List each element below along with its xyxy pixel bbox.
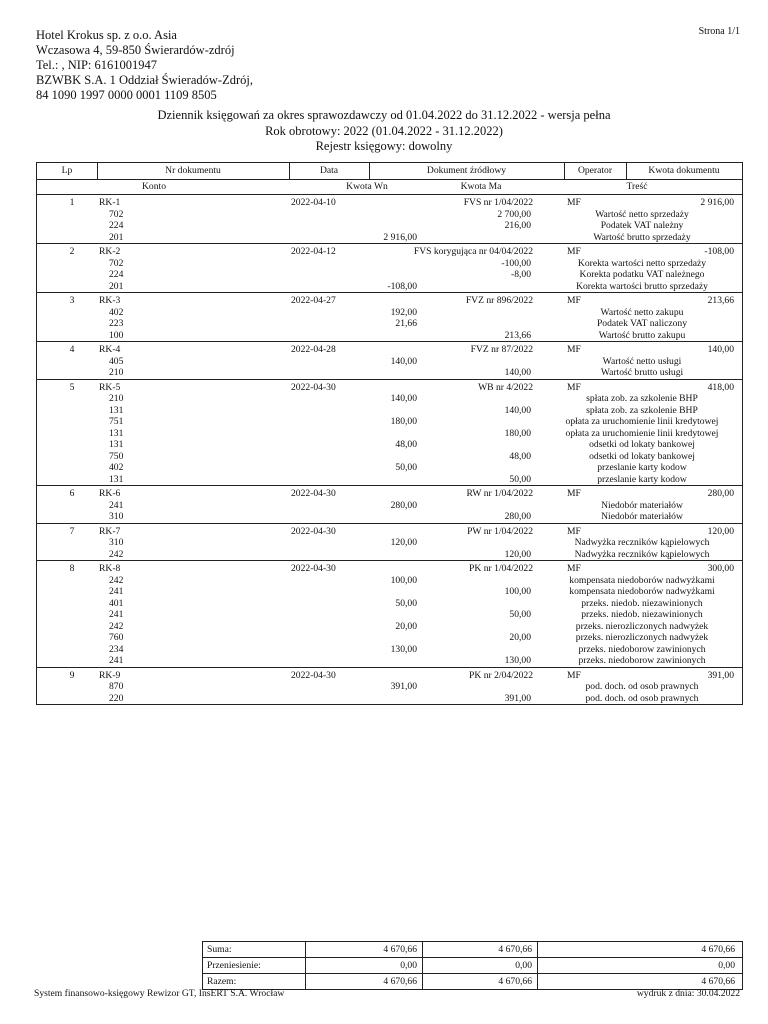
totals-total: 4 670,66: [701, 976, 735, 987]
entry-lp: 6: [69, 488, 75, 499]
posting-line: [37, 693, 742, 705]
posting-debit: 20,00: [395, 620, 417, 632]
posting-debit: 21,66: [395, 318, 417, 329]
posting-description: przeks. nierozliczonych nadwyżek: [575, 632, 709, 643]
entry-document-number: RK-1: [99, 197, 121, 208]
posting-description: przeks. niedoborow zawinionych: [578, 655, 706, 666]
totals-label: Razem:: [207, 976, 237, 987]
posting-account: 405: [109, 355, 124, 367]
posting-line: [37, 549, 742, 561]
posting-debit: 192,00: [390, 306, 417, 318]
col-tresc: Treść: [626, 181, 648, 192]
posting-line: [37, 416, 742, 428]
posting-credit: -8,00: [511, 269, 531, 280]
posting-account: 402: [109, 462, 124, 473]
posting-description: pod. doch. od osob prawnych: [585, 692, 699, 704]
posting-account: 870: [109, 681, 124, 692]
entry-operator: MF: [567, 197, 581, 208]
posting-credit: 50,00: [509, 473, 531, 485]
posting-account: 241: [109, 609, 124, 620]
entry-lp: 2: [69, 246, 75, 257]
entry-header-row: [37, 197, 742, 209]
posting-account: 310: [109, 511, 124, 522]
entry-document-number: RK-2: [99, 246, 121, 257]
totals-wn: 4 670,66: [383, 944, 417, 955]
entry-operator: MF: [567, 669, 581, 681]
company-address: Wczasowa 4, 59-850 Świerardów-zdrój: [36, 43, 235, 57]
posting-credit: 140,00: [504, 404, 531, 416]
posting-credit: 20,00: [509, 632, 531, 643]
posting-account: 210: [109, 367, 124, 378]
posting-line: [37, 537, 742, 549]
entry-source-document: FVS korygująca nr 04/04/2022: [413, 246, 533, 257]
entry-source-document: PK nr 2/04/2022: [469, 669, 533, 681]
entry-amount: 418,00: [707, 381, 734, 393]
entry-document-number: RK-6: [99, 488, 121, 499]
entry-header-row: [37, 670, 742, 682]
journal-entry: [37, 526, 742, 562]
posting-description: kompensata niedoborów nadwyżkami: [569, 574, 715, 586]
page-number: Strona 1/1: [698, 26, 740, 37]
posting-account: 131: [109, 404, 124, 416]
posting-credit: 2 700,00: [497, 208, 531, 220]
totals-table: [202, 941, 743, 990]
posting-line: [37, 281, 742, 293]
totals-ma: 4 670,66: [498, 944, 532, 955]
footer-print-date: wydruk z dnia: 30.04.2022: [636, 988, 740, 999]
entry-date: 2022-04-12: [291, 246, 336, 257]
posting-line: [37, 474, 742, 486]
posting-account: 241: [109, 499, 124, 511]
posting-account: 131: [109, 473, 124, 485]
entry-source-document: PK nr 1/04/2022: [469, 563, 533, 574]
posting-line: [37, 209, 742, 221]
posting-line: [37, 232, 742, 244]
posting-description: Wartość brutto sprzedaży: [593, 231, 691, 243]
entry-operator: MF: [567, 563, 581, 574]
posting-description: odsetki od lokaty bankowej: [589, 439, 695, 450]
posting-credit: 140,00: [504, 367, 531, 378]
entry-source-document: FVZ nr 896/2022: [465, 295, 533, 306]
posting-debit: 50,00: [395, 597, 417, 609]
posting-description: spłata zob. za szkolenie BHP: [586, 393, 698, 404]
posting-account: 242: [109, 620, 124, 632]
company-tax-id: Tel.: , NIP: 6161001947: [36, 58, 157, 72]
posting-description: Wartość netto zakupu: [600, 306, 684, 318]
posting-debit: 280,00: [390, 499, 417, 511]
col-nr-dokumentu: Nr dokumentu: [165, 165, 221, 176]
entry-header-row: [37, 344, 742, 356]
posting-line: [37, 500, 742, 512]
totals-label: Przeniesienie:: [207, 960, 261, 971]
posting-description: Podatek VAT naliczony: [596, 318, 688, 329]
posting-account: 241: [109, 586, 124, 597]
posting-line: [37, 269, 742, 281]
entry-operator: MF: [567, 344, 581, 355]
totals-row-przeniesienie: [203, 958, 742, 974]
journal-entry: [37, 488, 742, 524]
posting-description: Nadwyżka reczników kąpielowych: [574, 548, 710, 560]
entry-header-row: [37, 382, 742, 394]
company-bank: BZWBK S.A. 1 Oddział Świeradów-Zdrój,: [36, 73, 253, 87]
posting-description: Podatek VAT należny: [600, 220, 684, 231]
posting-debit: 50,00: [395, 462, 417, 473]
totals-total: 0,00: [718, 960, 735, 971]
entry-date: 2022-04-30: [291, 525, 336, 537]
entry-amount: 391,00: [707, 669, 734, 681]
entry-date: 2022-04-28: [291, 344, 336, 355]
posting-account: 702: [109, 208, 124, 220]
entry-source-document: PW nr 1/04/2022: [467, 525, 533, 537]
posting-credit: 213,66: [504, 329, 531, 341]
posting-debit: 120,00: [390, 537, 417, 548]
posting-debit: 2 916,00: [383, 231, 417, 243]
posting-line: [37, 586, 742, 598]
posting-credit: 120,00: [504, 548, 531, 560]
fiscal-year: Rok obrotowy: 2022 (01.04.2022 - 31.12.2022): [265, 123, 503, 138]
entry-header-row: [37, 526, 742, 538]
entry-amount: 2 916,00: [700, 197, 734, 208]
posting-line: [37, 451, 742, 463]
journal-entry: [37, 563, 742, 668]
posting-account: 242: [109, 548, 124, 560]
footer-software: System finansowo-księgowy Rewizor GT, InsERT S.A. Wrocław: [34, 988, 285, 999]
company-name: Hotel Krokus sp. z o.o. Asia: [36, 28, 177, 42]
posting-credit: 280,00: [504, 511, 531, 522]
posting-description: Niedobór materiałów: [601, 499, 683, 511]
company-info: [36, 28, 253, 103]
posting-description: opłata za uruchomienie linii kredytowej: [565, 427, 719, 439]
posting-debit: -108,00: [387, 280, 417, 292]
posting-description: Korekta podatku VAT należnego: [579, 269, 705, 280]
posting-line: [37, 318, 742, 330]
col-lp: Lp: [61, 165, 73, 176]
posting-line: [37, 681, 742, 693]
entry-source-document: WB nr 4/2022: [478, 381, 533, 393]
posting-line: [37, 575, 742, 587]
posting-credit: 50,00: [509, 609, 531, 620]
posting-account: 131: [109, 439, 124, 450]
company-account: 84 1090 1997 0000 0001 1109 8505: [36, 88, 217, 102]
journal-entry: [37, 382, 742, 487]
col-kwota-ma: Kwota Ma: [460, 181, 502, 192]
posting-account: 224: [109, 220, 124, 231]
entry-date: 2022-04-10: [291, 197, 336, 208]
posting-description: Wartość netto usługi: [602, 355, 682, 367]
posting-description: pod. doch. od osob prawnych: [585, 681, 699, 692]
posting-line: [37, 511, 742, 523]
entry-lp: 9: [69, 669, 75, 681]
posting-account: 760: [109, 632, 124, 643]
journal-entry: [37, 197, 742, 244]
col-operator: Operator: [577, 165, 613, 176]
entry-document-number: RK-8: [99, 563, 121, 574]
entry-date: 2022-04-27: [291, 295, 336, 306]
header-row-1: [37, 163, 742, 180]
entry-operator: MF: [567, 295, 581, 306]
report-title: Dziennik księgowań za okres sprawozdawczy od 01.04.2022 do 31.12.2022 - wersja pełna: [157, 108, 611, 122]
posting-description: przeks. niedoborow zawinionych: [578, 643, 706, 655]
posting-debit: 180,00: [390, 416, 417, 427]
posting-account: 242: [109, 574, 124, 586]
posting-credit: 216,00: [504, 220, 531, 231]
entry-source-document: FVS nr 1/04/2022: [463, 197, 533, 208]
posting-line: [37, 405, 742, 417]
entry-operator: MF: [567, 381, 581, 393]
posting-account: 220: [109, 692, 124, 704]
posting-line: [37, 393, 742, 405]
posting-account: 702: [109, 257, 124, 269]
posting-debit: 391,00: [390, 681, 417, 692]
entry-document-number: RK-5: [99, 381, 121, 393]
posting-description: przeks. nierozliczonych nadwyżek: [575, 620, 709, 632]
posting-account: 750: [109, 450, 124, 462]
entry-amount: 140,00: [707, 344, 734, 355]
posting-line: [37, 598, 742, 610]
posting-line: [37, 367, 742, 379]
col-dokument-zrodlowy: Dokument źródłowy: [426, 165, 507, 176]
posting-account: 210: [109, 393, 124, 404]
totals-total: 4 670,66: [701, 944, 735, 955]
posting-description: spłata zob. za szkolenie BHP: [586, 404, 698, 416]
posting-account: 224: [109, 269, 124, 280]
totals-row-suma: [203, 942, 742, 958]
entry-amount: 213,66: [707, 295, 734, 306]
entry-header-row: [37, 246, 742, 258]
entry-amount: 280,00: [707, 488, 734, 499]
posting-debit: 130,00: [390, 643, 417, 655]
journal-table: [36, 162, 743, 705]
header-row-2: [37, 180, 742, 195]
col-data: Data: [319, 165, 339, 176]
entry-date: 2022-04-30: [291, 488, 336, 499]
posting-line: [37, 307, 742, 319]
posting-line: [37, 655, 742, 667]
col-kwota-dokumentu: Kwota dokumentu: [648, 165, 720, 176]
posting-line: [37, 621, 742, 633]
posting-account: 234: [109, 643, 124, 655]
entry-document-number: RK-4: [99, 344, 121, 355]
posting-account: 241: [109, 655, 124, 666]
entry-date: 2022-04-30: [291, 563, 336, 574]
entry-lp: 7: [69, 525, 75, 537]
entry-lp: 1: [69, 197, 75, 208]
totals-wn: 0,00: [400, 960, 417, 971]
posting-description: Niedobór materiałów: [601, 511, 683, 522]
posting-line: [37, 632, 742, 644]
entry-header-row: [37, 563, 742, 575]
entry-header-row: [37, 488, 742, 500]
entry-operator: MF: [567, 525, 581, 537]
posting-line: [37, 644, 742, 656]
posting-account: 131: [109, 427, 124, 439]
posting-account: 223: [109, 318, 124, 329]
entry-lp: 4: [69, 344, 75, 355]
posting-account: 201: [109, 280, 124, 292]
totals-row-razem: [203, 974, 742, 989]
report-titles: [0, 108, 768, 155]
posting-debit: 100,00: [390, 574, 417, 586]
entry-document-number: RK-7: [99, 525, 121, 537]
posting-description: Wartość netto sprzedaży: [595, 208, 689, 220]
entry-operator: MF: [567, 246, 581, 257]
totals-ma: 0,00: [515, 960, 532, 971]
posting-account: 310: [109, 537, 124, 548]
posting-debit: 48,00: [395, 439, 417, 450]
entry-lp: 8: [69, 563, 75, 574]
posting-description: odsetki od lokaty bankowej: [589, 450, 695, 462]
posting-line: [37, 609, 742, 621]
journal-entry: [37, 295, 742, 342]
posting-description: Wartość brutto zakupu: [598, 329, 686, 341]
posting-account: 401: [109, 597, 124, 609]
entry-document-number: RK-3: [99, 295, 121, 306]
posting-description: przeslanie karty kodow: [597, 462, 687, 473]
posting-description: opłata za uruchomienie linii kredytowej: [565, 416, 719, 427]
entry-date: 2022-04-30: [291, 381, 336, 393]
entry-header-row: [37, 295, 742, 307]
col-konto: Konto: [142, 181, 166, 192]
posting-account: 100: [109, 329, 124, 341]
posting-credit: 48,00: [509, 450, 531, 462]
posting-account: 402: [109, 306, 124, 318]
posting-account: 201: [109, 231, 124, 243]
posting-description: Korekta wartości netto sprzedaży: [577, 257, 707, 269]
posting-description: Wartość brutto usługi: [600, 367, 684, 378]
journal-entry: [37, 670, 742, 705]
entry-amount: 300,00: [707, 563, 734, 574]
entries-list: [37, 197, 742, 704]
posting-description: przeks. niedob. niezawinionych: [581, 609, 703, 620]
register-name: Rejestr księgowy: dowolny: [315, 139, 453, 153]
totals-ma: 4 670,66: [498, 976, 532, 987]
journal-entry: [37, 246, 742, 293]
posting-line: [37, 330, 742, 342]
entry-amount: -108,00: [704, 246, 734, 257]
posting-description: przeks. niedob. niezawinionych: [581, 597, 703, 609]
posting-line: [37, 220, 742, 232]
posting-description: przeslanie karty kodow: [597, 473, 687, 485]
entry-source-document: FVZ nr 87/2022: [470, 344, 533, 355]
posting-line: [37, 462, 742, 474]
posting-line: [37, 356, 742, 368]
entry-source-document: RW nr 1/04/2022: [466, 488, 533, 499]
entry-lp: 5: [69, 381, 75, 393]
posting-line: [37, 439, 742, 451]
col-kwota-wn: Kwota Wn: [346, 181, 388, 192]
posting-account: 751: [109, 416, 124, 427]
entry-document-number: RK-9: [99, 669, 121, 681]
posting-credit: 391,00: [504, 692, 531, 704]
posting-description: kompensata niedoborów nadwyżkami: [569, 586, 715, 597]
posting-description: Korekta wartości brutto sprzedaży: [576, 280, 708, 292]
posting-credit: 100,00: [504, 586, 531, 597]
posting-description: Nadwyżka reczników kąpielowych: [574, 537, 710, 548]
posting-debit: 140,00: [390, 355, 417, 367]
entry-date: 2022-04-30: [291, 669, 336, 681]
entry-operator: MF: [567, 488, 581, 499]
posting-credit: 130,00: [504, 655, 531, 666]
totals-label: Suma:: [207, 944, 232, 955]
posting-line: [37, 258, 742, 270]
totals-wn: 4 670,66: [383, 976, 417, 987]
journal-entry: [37, 344, 742, 380]
posting-credit: 180,00: [504, 427, 531, 439]
posting-debit: 140,00: [390, 393, 417, 404]
posting-line: [37, 428, 742, 440]
entry-amount: 120,00: [707, 525, 734, 537]
entry-lp: 3: [69, 295, 75, 306]
posting-credit: -100,00: [501, 257, 531, 269]
